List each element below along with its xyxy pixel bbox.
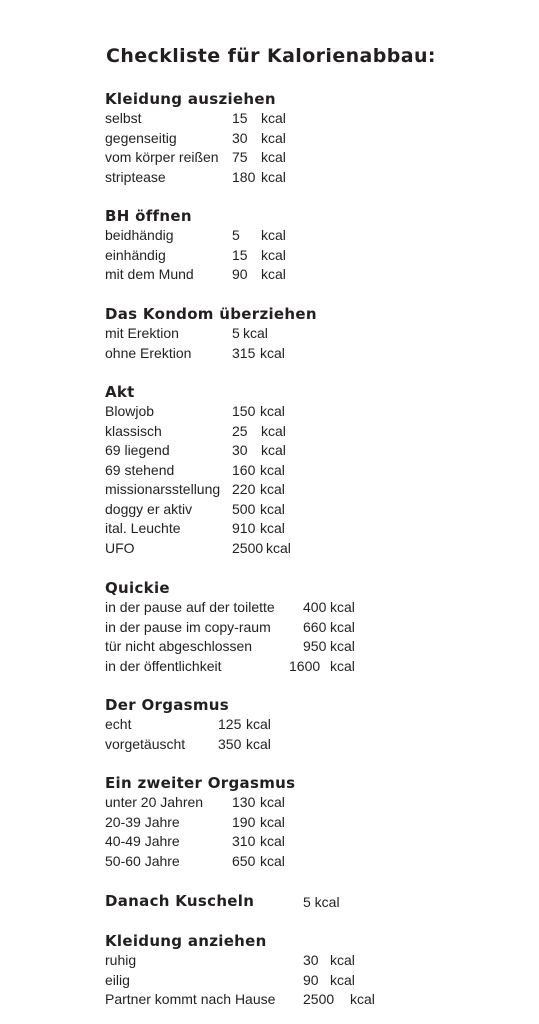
item-value: 910	[232, 520, 256, 536]
item-value: 75	[232, 149, 248, 165]
section-heading: Akt	[105, 383, 135, 401]
item-value: 180	[232, 168, 256, 185]
item-value: 15	[232, 246, 248, 263]
item-value: 1600	[289, 657, 321, 674]
item-label: ohne Erektion	[105, 344, 192, 361]
list-item	[105, 951, 355, 971]
item-label: mit dem Mund	[105, 266, 194, 282]
item-value: 25	[232, 422, 248, 439]
item-value: 125	[218, 716, 242, 732]
section-bh-oeffnen	[105, 206, 286, 285]
item-value: 130	[232, 794, 256, 810]
item-unit: kcal	[330, 638, 355, 654]
section-kondom	[105, 304, 317, 363]
item-unit: kcal	[261, 422, 286, 439]
item-label: eilig	[105, 971, 130, 988]
list-item	[105, 344, 317, 364]
section-heading: Kleidung anziehen	[105, 932, 267, 950]
list-item	[105, 971, 355, 991]
item-label: striptease	[105, 168, 166, 185]
item-value: 2500	[303, 991, 335, 1007]
section-heading: Der Orgasmus	[105, 696, 230, 714]
list-item	[105, 441, 286, 461]
item-unit: kcal	[330, 971, 355, 988]
item-unit: kcal	[246, 735, 271, 752]
list-item	[105, 265, 286, 285]
item-label: beidhändig	[105, 227, 174, 243]
item-value: 400	[303, 599, 327, 615]
item-value: 90	[303, 971, 319, 988]
list-item	[105, 109, 286, 129]
item-unit: kcal	[266, 539, 291, 556]
item-value: 310	[232, 833, 256, 849]
item-value: 350	[218, 735, 242, 752]
item-label: vom körper reißen	[105, 149, 219, 165]
list-item	[105, 402, 285, 422]
item-label: UFO	[105, 539, 135, 556]
item-value: 650	[232, 852, 256, 869]
item-label: gegenseitig	[105, 129, 177, 146]
item-unit: kcal	[246, 716, 271, 732]
item-value: 30	[232, 442, 248, 458]
item-value: 315	[232, 344, 256, 361]
item-unit: kcal	[261, 110, 286, 126]
list-item	[105, 422, 286, 442]
list-item	[105, 168, 286, 188]
item-unit: kcal	[260, 481, 285, 497]
section-heading: Danach Kuscheln	[105, 892, 255, 910]
item-unit: kcal	[330, 657, 355, 674]
item-label: Blowjob	[105, 403, 155, 419]
list-item	[105, 990, 375, 1010]
item-value: 30	[303, 952, 319, 968]
item-value: 90	[232, 266, 248, 282]
item-unit: kcal	[260, 520, 285, 536]
item-value: 5	[232, 227, 240, 243]
list-item	[105, 148, 286, 168]
item-label: in der öffentlichkeit	[105, 657, 222, 674]
item-unit: kcal	[261, 168, 286, 185]
item-unit: kcal	[330, 599, 355, 615]
section-quickie	[105, 578, 355, 676]
item-label: 50-60 Jahre	[105, 852, 180, 869]
section-heading: Das Kondom überziehen	[105, 305, 317, 323]
list-item	[105, 618, 355, 638]
list-item	[105, 813, 295, 833]
item-unit: kcal	[261, 149, 286, 165]
item-label: ital. Leuchte	[105, 520, 181, 536]
list-item	[105, 598, 355, 618]
item-value: 190	[232, 813, 256, 830]
item-label: mit Erektion	[105, 325, 179, 341]
item-unit: kcal	[350, 991, 375, 1007]
item-unit: kcal	[330, 618, 355, 635]
item-value: 500	[232, 500, 256, 517]
list-item	[105, 715, 271, 735]
item-label: echt	[105, 716, 132, 732]
list-item	[105, 129, 286, 149]
item-label: in der pause im copy-raum	[105, 618, 271, 635]
section-zweiter-orgasmus	[105, 773, 295, 871]
item-unit: kcal	[261, 246, 286, 263]
item-unit: kcal	[260, 794, 285, 810]
list-item	[105, 637, 355, 657]
item-label: 40-49 Jahre	[105, 833, 180, 849]
list-item	[105, 246, 286, 266]
item-label: in der pause auf der toilette	[105, 599, 275, 615]
item-label: unter 20 Jahren	[105, 794, 204, 810]
item-unit: kcal	[261, 129, 286, 146]
item-label: ruhig	[105, 952, 137, 968]
item-value: 220	[232, 481, 256, 497]
item-label: missionarsstellung	[105, 481, 221, 497]
page-title: Checkliste für Kalorienabbau:	[106, 45, 436, 67]
list-item	[105, 324, 317, 344]
item-value: 15	[232, 110, 248, 126]
item-label: doggy er aktiv	[105, 500, 193, 517]
section-orgasmus	[105, 695, 271, 754]
item-unit: kcal	[260, 852, 285, 869]
item-unit: kcal	[261, 442, 286, 458]
section-kleidung-anziehen	[105, 931, 375, 1010]
item-label: 69 stehend	[105, 461, 175, 478]
item-label: vorgetäuscht	[105, 735, 186, 752]
list-item	[105, 852, 295, 872]
list-item	[105, 832, 295, 852]
item-unit: kcal	[260, 403, 285, 419]
item-label: 69 liegend	[105, 442, 170, 458]
item-value: 5	[232, 325, 240, 341]
section-kleidung-ausziehen	[105, 89, 286, 187]
item-unit: kcal	[261, 266, 286, 282]
list-item	[105, 539, 291, 559]
list-item	[105, 461, 285, 481]
item-value: 660	[303, 618, 327, 635]
item-label: klassisch	[105, 422, 162, 439]
list-item	[105, 226, 286, 246]
list-item	[105, 519, 285, 539]
item-label: 20-39 Jahre	[105, 813, 180, 830]
item-unit: kcal	[260, 833, 285, 849]
item-label: Partner kommt nach Hause	[105, 991, 276, 1007]
item-value: 950	[303, 638, 327, 654]
list-item	[105, 480, 285, 500]
item-label: einhändig	[105, 246, 166, 263]
item-value: 150	[232, 403, 256, 419]
item-unit: kcal	[260, 344, 285, 361]
item-unit: kcal	[261, 227, 286, 243]
item-unit: kcal	[243, 325, 268, 341]
list-item	[105, 657, 355, 677]
list-item	[105, 793, 295, 813]
section-akt	[105, 382, 291, 558]
item-unit: kcal	[260, 461, 285, 478]
item-label: selbst	[105, 110, 142, 126]
item-unit: kcal	[330, 952, 355, 968]
section-heading: Ein zweiter Orgasmus	[105, 774, 296, 792]
item-value: 2500	[232, 539, 264, 556]
item-label: tür nicht abgeschlossen	[105, 638, 253, 654]
item-value: 30	[232, 129, 248, 146]
section-heading: Quickie	[105, 579, 170, 597]
item-unit: kcal	[260, 500, 285, 517]
list-item	[105, 735, 271, 755]
item-unit: kcal	[260, 813, 285, 830]
list-item	[105, 500, 285, 520]
item-value: 5 kcal	[303, 894, 340, 910]
item-value: 160	[232, 461, 256, 478]
section-heading: BH öffnen	[105, 207, 192, 225]
section-heading: Kleidung ausziehen	[105, 90, 276, 108]
